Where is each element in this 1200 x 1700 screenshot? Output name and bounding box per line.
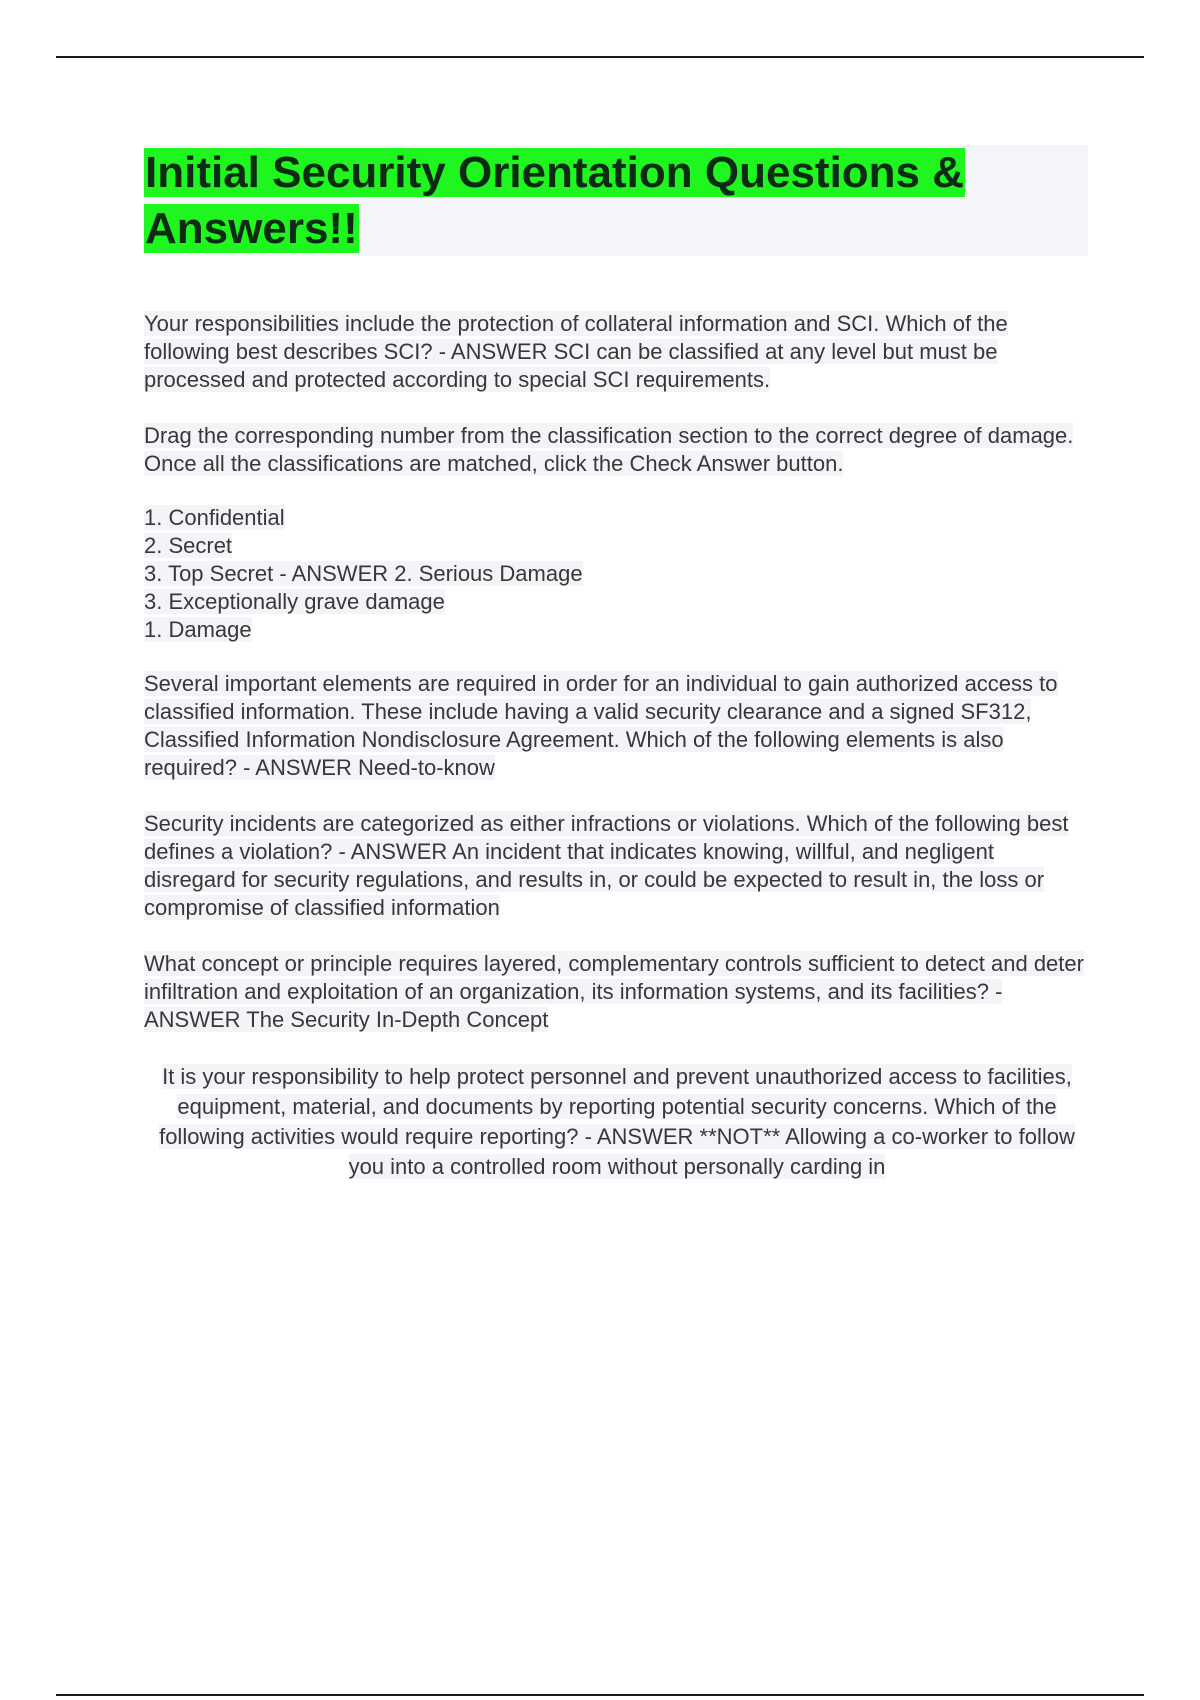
paragraph-access-text: Several important elements are required in order for an individual to gain authorized access to classified information. These include having a valid security clearance and a signed SF312, Classified Information Nondisclosure Agreement. Which of the following elements is also required? - ANSWER Need-to-know — [144, 671, 1058, 780]
paragraph-security-in-depth-text: What concept or principle requires layered, complementary controls sufficient to detect and deter infiltration and exploitation of an organization, its information systems, and its facilities? - ANSWER The Security In-Depth Concept — [144, 951, 1084, 1032]
paragraph-access-elements — [144, 670, 1090, 782]
document-title — [144, 145, 1088, 257]
paragraph-violation — [144, 810, 1090, 922]
list-item-text: 1. Damage — [144, 617, 252, 642]
list-item — [144, 560, 1090, 588]
paragraph-violation-text: Security incidents are categorized as either infractions or violations. Which of the following best defines a violation? - ANSWER An incident that indicates knowing, willful, and negligent disregard for security regulations, and results in, or could be expected to result in, the loss or compromise of classified information — [144, 811, 1069, 920]
document-body — [144, 310, 1090, 1182]
list-item-text: 2. Secret — [144, 533, 233, 558]
top-rule — [56, 56, 1144, 58]
paragraph-sci — [144, 310, 1090, 394]
classification-list — [144, 504, 1090, 644]
list-item-text: 1. Confidential — [144, 505, 285, 530]
paragraph-drag-instructions — [144, 422, 1090, 478]
paragraph-security-in-depth — [144, 950, 1090, 1034]
title-highlight: Initial Security Orientation Questions & Answers!! — [145, 148, 965, 253]
paragraph-reporting — [144, 1062, 1090, 1182]
title-block — [144, 145, 1088, 256]
list-item-text: 3. Exceptionally grave damage — [144, 589, 445, 614]
paragraph-drag-text: Drag the corresponding number from the classification section to the correct degree of damage. Once all the classifications are matched, click the Check Answer button. — [144, 423, 1074, 476]
list-item-text: 3. Top Secret - ANSWER 2. Serious Damage — [144, 561, 583, 586]
bottom-rule — [56, 1694, 1144, 1696]
paragraph-reporting-text: It is your responsibility to help protect personnel and prevent unauthorized access to facilities, equipment, material, and documents by reporting potential security concerns. Which of the following activities would require reporting? - ANSWER **NOT** Allowing a co-worker to follow you into a controlled room without personally carding in — [159, 1064, 1075, 1179]
list-item — [144, 588, 1090, 616]
paragraph-sci-text: Your responsibilities include the protection of collateral information and SCI. Which of the following best describes SCI? - ANSWER SCI can be classified at any level but must be processed and protected according to special SCI requirements. — [144, 311, 1008, 392]
list-item — [144, 616, 1090, 644]
list-item — [144, 532, 1090, 560]
list-item — [144, 504, 1090, 532]
